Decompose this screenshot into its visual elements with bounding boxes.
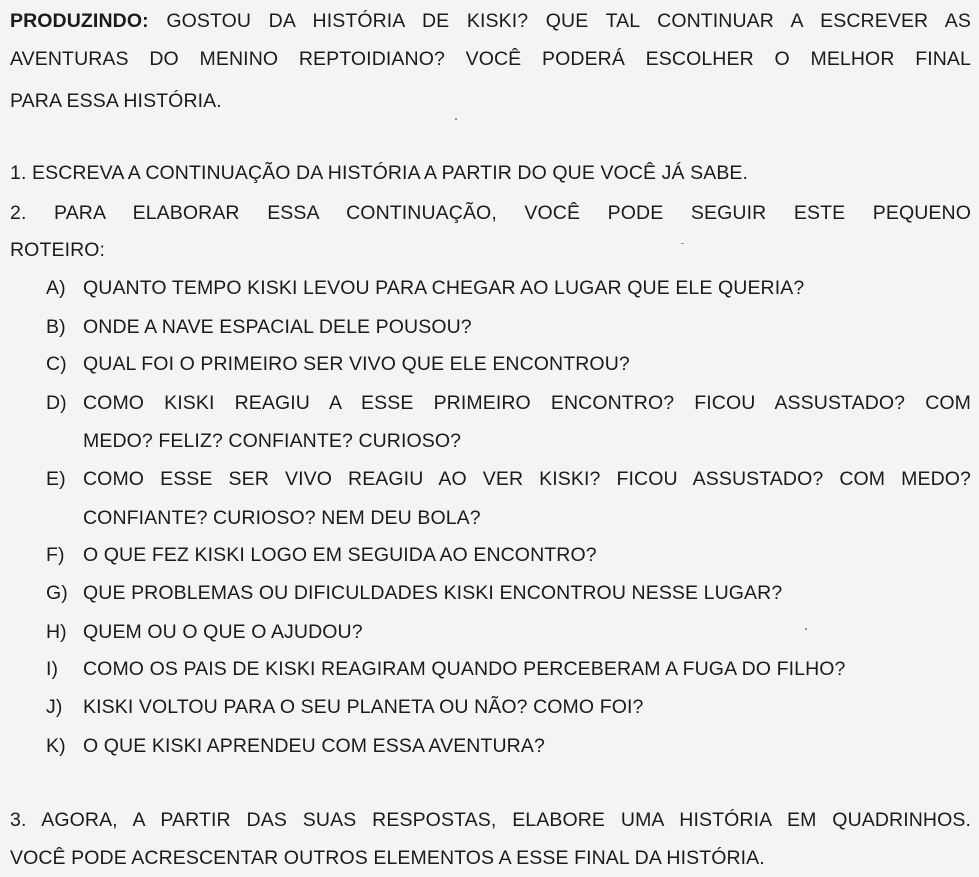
scan-speck xyxy=(805,628,807,630)
step-3-line-2: VOCÊ PODE ACRESCENTAR OUTROS ELEMENTOS A ESSE FINAL DA HISTÓRIA. xyxy=(10,847,765,869)
item-text: QUAL FOI O PRIMEIRO SER VIVO QUE ELE ENCONTROU? xyxy=(83,353,630,375)
item-letter: G) xyxy=(46,582,68,604)
step-1: 1. ESCREVA A CONTINUAÇÃO DA HISTÓRIA A PARTIR DO QUE VOCÊ JÁ SABE. xyxy=(10,162,749,184)
item-letter: D) xyxy=(46,392,67,414)
step-2-line-1: 2. PARA ELABORAR ESSA CONTINUAÇÃO, VOCÊ PODE SEGUIR ESTE PEQUENO xyxy=(10,202,971,224)
item-text: QUEM OU O QUE O AJUDOU? xyxy=(83,621,363,643)
item-letter: J) xyxy=(46,696,63,718)
scan-speck xyxy=(681,243,684,244)
item-letter: C) xyxy=(46,353,67,375)
intro-line-3: PARA ESSA HISTÓRIA. xyxy=(10,90,222,112)
item-text: QUANTO TEMPO KISKI LEVOU PARA CHEGAR AO LUGAR QUE ELE QUERIA? xyxy=(83,277,805,299)
item-text: KISKI VOLTOU PARA O SEU PLANETA OU NÃO? COMO FOI? xyxy=(83,696,644,718)
item-text: O QUE FEZ KISKI LOGO EM SEGUIDA AO ENCONTRO? xyxy=(83,544,597,566)
item-letter: K) xyxy=(46,735,66,757)
item-letter: I) xyxy=(46,658,59,680)
item-text: COMO KISKI REAGIU A ESSE PRIMEIRO ENCONTRO? FICOU ASSUSTADO? COM xyxy=(83,392,971,414)
item-text: QUE PROBLEMAS OU DIFICULDADES KISKI ENCONTROU NESSE LUGAR? xyxy=(83,582,783,604)
scan-speck xyxy=(455,118,457,120)
intro-text-1: GOSTOU DA HISTÓRIA DE KISKI? QUE TAL CONTINUAR A ESCREVER AS xyxy=(166,10,971,32)
item-text: COMO ESSE SER VIVO REAGIU AO VER KISKI? FICOU ASSUSTADO? COM MEDO? xyxy=(83,468,971,490)
item-letter: E) xyxy=(46,468,66,490)
step-2-line-2: ROTEIRO: xyxy=(10,239,106,261)
intro-label: PRODUZINDO: xyxy=(10,10,149,32)
item-letter: F) xyxy=(46,544,65,566)
intro-line-2: AVENTURAS DO MENINO REPTOIDIANO? VOCÊ PODERÁ ESCOLHER O MELHOR FINAL xyxy=(10,48,971,70)
item-text: ONDE A NAVE ESPACIAL DELE POUSOU? xyxy=(83,316,472,338)
step-3-line-1: 3. AGORA, A PARTIR DAS SUAS RESPOSTAS, ELABORE UMA HISTÓRIA EM QUADRINHOS. xyxy=(10,809,971,831)
item-letter: B) xyxy=(46,316,66,338)
item-letter: A) xyxy=(46,277,66,299)
intro-line-1 xyxy=(10,9,971,33)
item-text-continued: CONFIANTE? CURIOSO? NEM DEU BOLA? xyxy=(83,507,481,529)
item-text: COMO OS PAIS DE KISKI REAGIRAM QUANDO PERCEBERAM A FUGA DO FILHO? xyxy=(83,658,846,680)
item-text-continued: MEDO? FELIZ? CONFIANTE? CURIOSO? xyxy=(83,430,462,452)
item-letter: H) xyxy=(46,621,67,643)
item-text: O QUE KISKI APRENDEU COM ESSA AVENTURA? xyxy=(83,735,545,757)
